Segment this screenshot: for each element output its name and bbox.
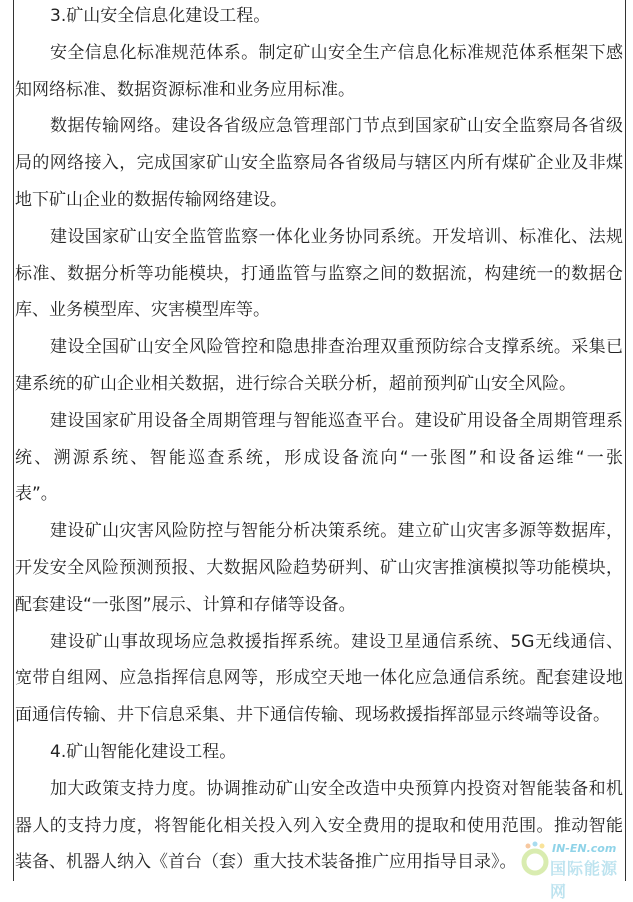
text-line: 配套建设“一张图”展示、计算和存储等设备。 bbox=[15, 594, 356, 615]
paragraph bbox=[15, 407, 623, 517]
text-line: 地下矿山企业的数据传输网络建设。 bbox=[15, 189, 287, 210]
text-line: 器人的支持力度，将智能化相关投入列入安全费用的提取和使用范围。推动智能 bbox=[15, 815, 623, 836]
text-line: 统、溯源系统、智能巡查系统，形成设备流向“一张图”和设备运维“一张 bbox=[15, 447, 623, 468]
text-line: 宽带自组网、应急指挥信息网等，形成空天地一体化应急通信系统。配套建设地 bbox=[15, 668, 623, 689]
paragraph bbox=[15, 112, 623, 222]
text-line: 知网络标准、数据资源标准和业务应用标准。 bbox=[15, 79, 355, 100]
text-line: 3.矿山安全信息化建设工程。 bbox=[50, 6, 271, 26]
text-line: 数据传输网络。建设各省级应急管理部门节点到国家矿山安全监察局各省级 bbox=[50, 116, 623, 137]
in-en-logo-icon bbox=[520, 840, 550, 876]
watermark-en: IN-EN.com bbox=[552, 842, 617, 855]
text-line: 面通信传输、井下信息采集、井下通信传输、现场救援指挥部显示终端等设备。 bbox=[15, 705, 610, 726]
text-line: 开发安全风险预测预报、大数据风险趋势研判、矿山灾害推演模拟等功能模块， bbox=[15, 557, 623, 578]
watermark-cn: 国际能源网 bbox=[550, 859, 619, 901]
watermark bbox=[500, 840, 630, 901]
paragraph bbox=[15, 628, 623, 738]
text-line: 建系统的矿山企业相关数据，进行综合关联分析，超前预判矿山安全风险。 bbox=[15, 373, 576, 394]
text-line: 库、业务模型库、灾害模型库等。 bbox=[15, 300, 270, 321]
paragraph bbox=[15, 517, 623, 627]
paragraph bbox=[15, 39, 623, 113]
text-line: 加大政策支持力度。协调推动矿山安全改造中央预算内投资对智能装备和机 bbox=[50, 778, 623, 799]
text-line: 标准、数据分析等功能模块，打通监管与监察之间的数据流，构建统一的数据仓 bbox=[15, 263, 623, 284]
text-line: 4.矿山智能化建设工程。 bbox=[50, 741, 237, 762]
text-line: 建设矿山灾害风险防控与智能分析决策系统。建立矿山灾害多源等数据库， bbox=[50, 521, 623, 542]
text-line: 局的网络接入，完成国家矿山安全监察局各省级局与辖区内所有煤矿企业及非煤 bbox=[15, 153, 623, 174]
paragraph bbox=[15, 333, 623, 407]
document-body bbox=[15, 2, 623, 885]
text-line: 表”。 bbox=[15, 484, 58, 505]
text-line: 建设国家矿山安全监管监察一体化业务协同系统。开发培训、标准化、法规 bbox=[50, 226, 623, 247]
text-line: 建设矿山事故现场应急救援指挥系统。建设卫星通信系统、5G无线通信、 bbox=[50, 631, 623, 652]
paragraph bbox=[15, 223, 623, 333]
text-line: 安全信息化标准规范体系。制定矿山安全生产信息化标准规范体系框架下感 bbox=[50, 42, 623, 63]
paragraph bbox=[15, 2, 623, 39]
text-line: 建设全国矿山安全风险管控和隐患排查治理双重预防综合支撑系统。采集已 bbox=[50, 337, 623, 358]
text-line: 建设国家矿用设备全周期管理与智能巡查平台。建设矿用设备全周期管理系 bbox=[50, 410, 623, 431]
text-line: 装备、机器人纳入《首台（套）重大技术装备推广应用指导目录》。 bbox=[15, 852, 517, 873]
paragraph bbox=[15, 738, 623, 775]
